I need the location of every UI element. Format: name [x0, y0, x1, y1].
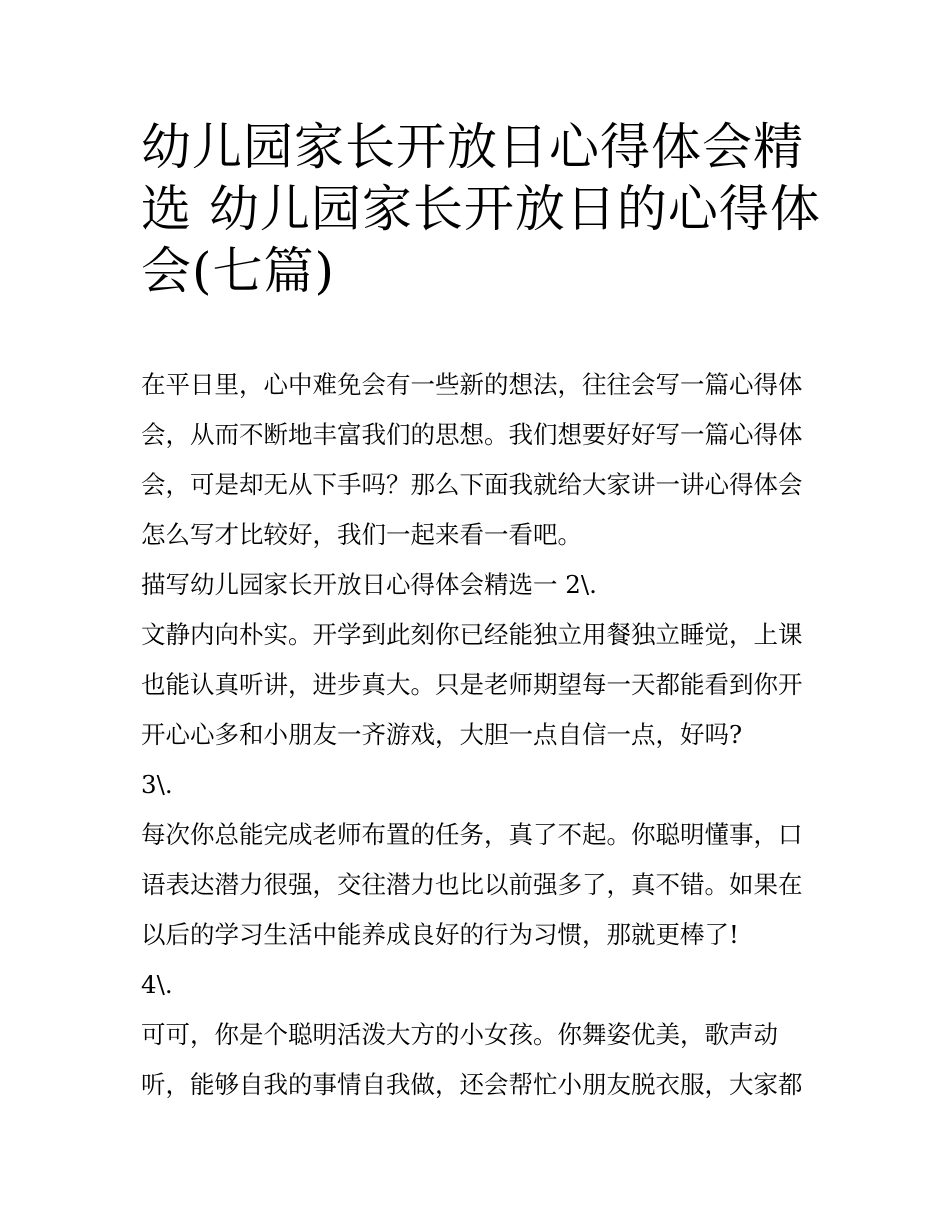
- paragraph-line: 会，从而不断地丰富我们的思想。我们想要好好写一篇心得体: [141, 420, 803, 449]
- title-line: 会(七篇): [141, 242, 336, 300]
- paragraph-line: 听，能够自我的事情自我做，还会帮忙小朋友脱衣服，大家都: [141, 1070, 803, 1099]
- document-body: [141, 360, 821, 1110]
- section-heading: 描写幼儿园家长开放日心得体会精选一 2\.: [141, 570, 597, 599]
- paragraph-line: 开心心多和小朋友一齐游戏，大胆一点自信一点，好吗?: [141, 720, 743, 749]
- title-line: 选 幼儿园家长开放日的心得体: [141, 180, 821, 238]
- document-title: [141, 116, 821, 302]
- paragraph-line: 文静内向朴实。开学到此刻你已经能独立用餐独立睡觉，上课: [141, 620, 803, 649]
- paragraph-line: 会，可是却无从下手吗？那么下面我就给大家讲一讲心得体会: [141, 470, 803, 499]
- item-number: 4\.: [141, 970, 173, 999]
- paragraph-line: 可可，你是个聪明活泼大方的小女孩。你舞姿优美，歌声动: [141, 1020, 778, 1049]
- paragraph-line: 怎么写才比较好，我们一起来看一看吧。: [141, 520, 582, 549]
- paragraph-line: 以后的学习生活中能养成良好的行为习惯，那就更棒了!: [141, 920, 739, 949]
- paragraph-line: 在平日里，心中难免会有一些新的想法，往往会写一篇心得体: [141, 370, 803, 399]
- title-line: 幼儿园家长开放日心得体会精: [141, 118, 804, 176]
- item-number: 3\.: [141, 770, 173, 799]
- paragraph-line: 语表达潜力很强，交往潜力也比以前强多了，真不错。如果在: [141, 870, 803, 899]
- paragraph-line: 每次你总能完成老师布置的任务，真了不起。你聪明懂事，口: [141, 820, 803, 849]
- paragraph-line: 也能认真听讲，进步真大。只是老师期望每一天都能看到你开: [141, 670, 803, 699]
